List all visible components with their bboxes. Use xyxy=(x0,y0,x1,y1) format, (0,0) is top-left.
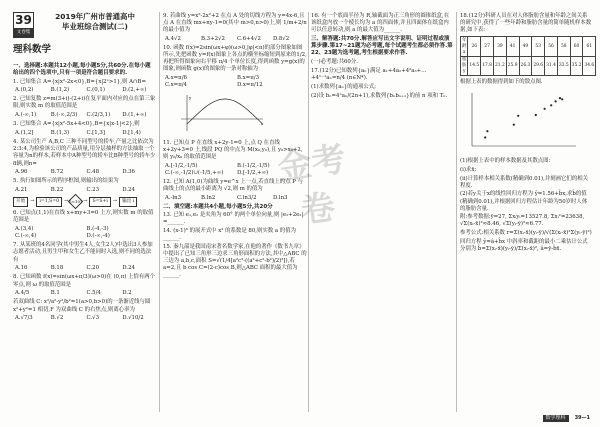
graph-curve xyxy=(187,99,264,127)
graph-y-label: y xyxy=(189,95,192,101)
option: D.(2,+∞) xyxy=(122,87,147,94)
option: D.(-∞,-4) xyxy=(86,233,110,240)
flow-box: 开始 xyxy=(13,197,28,207)
page-footer xyxy=(543,415,590,422)
scatter-point xyxy=(486,130,488,132)
option: A.(3,4) xyxy=(15,226,34,233)
option: A.96 xyxy=(15,169,28,176)
table-row xyxy=(461,56,596,75)
question-options xyxy=(13,87,156,94)
flow-box: i=1,S=0 xyxy=(36,197,62,207)
fill-question: 13. 已知 e₁,e₂ 是夹角为 60° 的两个单位向量,则 |e₁+2e₂| =______. xyxy=(163,212,304,226)
column-4 xyxy=(460,13,595,255)
table-cell: 26 xyxy=(468,37,481,56)
table-cell: 21.2 xyxy=(493,56,506,75)
data-table xyxy=(460,36,596,76)
subject-title: 理科数学 xyxy=(13,44,52,55)
table-cell: 34.6 xyxy=(583,56,596,75)
exam-title-line2: 毕业班综合测试(二) xyxy=(62,22,128,31)
question-options xyxy=(13,290,156,297)
option: C.[1,3] xyxy=(86,130,105,137)
question-options xyxy=(13,130,156,137)
question-text: 9. 若曲线 y=x²-2x²+2 在点 A 处的切线方程为 y=4x-6,且点 A 在直线 mx+ny-1=0(其中 m>0,n>0)上,则 1/m+2/n 的最小值为 xyxy=(163,13,307,34)
option: D.24 xyxy=(122,265,135,272)
table-cell: 56 xyxy=(545,37,558,56)
option: B.(1,3) xyxy=(50,130,70,137)
table-cell: 53 xyxy=(532,37,545,56)
option: C.(0,1) xyxy=(86,87,105,94)
option: B.(-∞,2/3) xyxy=(50,112,78,119)
option: C.48 xyxy=(86,169,100,176)
question-text: 7. 从某班的4名同学(其中男生4人,女生2人)中选出3人参加志愿者活动,且男生甲和女生乙不能同时入选,则不同的选法有 xyxy=(13,242,153,263)
table-row xyxy=(461,37,596,56)
option: D.x=π/12 xyxy=(237,82,263,89)
flow-arrow: → xyxy=(112,198,118,205)
section-1-heading: 一、选择题:本题共12小题,每小题5分,共60分.在每小题给出的四个选项中,只有一项是符合题目要求的. xyxy=(13,63,151,77)
option: A.(1,2] xyxy=(15,130,34,137)
table-cell: 29.6 xyxy=(532,56,545,75)
exam-title-line1: 2019年广州市普通高中 xyxy=(55,12,135,21)
option: D.[1,4) xyxy=(122,130,141,137)
table-cell: 58 xyxy=(557,37,570,56)
flowchart xyxy=(13,196,156,207)
option: A.-ln3 xyxy=(165,194,182,201)
q18-part: (1)根据上表中的样本数据及其散点图: xyxy=(460,158,551,165)
fill-question: 15. 秦九韶是我国南宋著名数学家,在他的著作《数书九章》中提出了已知三角形三边求三角形面积的方法,其中△ABC 的三边为 a,b,c,面积 S=√(1/4[a²c²-((a²+c²-b²)/2)²]),若 a=2,且 b cos C=(2-c)cos B,则△ABC 面积的最大值为______. xyxy=(163,243,307,279)
scatter-point xyxy=(517,115,519,117)
q18-part: 回归方程 ŷ=â+b̂x 中斜率和截距的最小二乘估计公式分别为 b̂=Σ(xᵢ-x̄)(yᵢ-ȳ)/Σ(xᵢ-x̄)², â=ȳ-b̂x̄. xyxy=(460,238,588,253)
sine-graph xyxy=(177,93,267,133)
option: A.(0,2) xyxy=(15,87,34,94)
question-options xyxy=(13,315,156,322)
question-text: 11. 已知点 P 在直线 x+2y-1=0 上,点 Q 在直线 x+2y+3=0 上,线段 PQ 的中点为 M(x₀,y₀),且 y₀>x₀+2,则 y₀/x₀ 的取值范围是 xyxy=(163,139,303,160)
table-cell: 39 xyxy=(493,37,506,56)
option: C.23 xyxy=(86,187,100,194)
question-text: 17.(12分)已知数列{aₙ}满足 a₁+4a₂+4²a₃+…+4ⁿ⁻¹aₙ=n/4 (n∈N*). xyxy=(311,68,427,82)
question-text: (一)必考题:共60分. xyxy=(311,59,358,66)
table-cell: 61 xyxy=(583,37,596,56)
option: A.4/5 xyxy=(15,290,30,297)
column-1-body xyxy=(13,62,156,324)
option: D.ln3 xyxy=(273,194,288,201)
column-3 xyxy=(311,13,453,101)
paper-number-badge xyxy=(13,12,34,38)
exam-title xyxy=(40,12,150,32)
table-cell: 年龄x xyxy=(462,37,467,55)
table-cell: 27 xyxy=(481,37,494,56)
option: B.1 xyxy=(50,290,60,297)
option: C.5/4 xyxy=(86,290,101,297)
table-cell: 17.8 xyxy=(481,56,494,75)
q18-part: (i)求x̄; xyxy=(460,166,477,173)
watermark: 金考卷 xyxy=(275,139,349,232)
flow-decision xyxy=(68,194,84,210)
scatter-point xyxy=(484,136,486,138)
option: D.8√2 xyxy=(273,35,290,42)
q18-part: (2)若y关于x的线性回归方程为 ŷ=1.56+b̂x,求b̂的值(精确到0.01),并根据回归方程估计年龄为50岁时人体的脂肪含量. xyxy=(460,191,588,212)
table-cell: 26.3 xyxy=(519,56,532,75)
option: B.72 xyxy=(50,169,64,176)
q18-part: (ii)计算样本相关系数(精确到0.01),并刻画它们的相关程度. xyxy=(460,175,588,189)
flow-arrow: → xyxy=(83,198,88,205)
table-cell: 49 xyxy=(519,37,532,56)
option: B.(1,2) xyxy=(50,87,70,94)
question-options xyxy=(13,169,156,176)
table-cell: 31.4 xyxy=(545,56,558,75)
question-text: 6. 已知点(1,1)在直线 x+my+3=0 上方,则实数 m 的取值范围是 xyxy=(13,210,154,224)
footer-subject: 数学理科 xyxy=(543,415,569,422)
badge-tag: 文卷集 xyxy=(14,28,33,37)
option: D.(1,+∞) xyxy=(122,112,147,119)
q18-part: 参考公式:相关系数 r=Σ(xᵢ-x̄)(yᵢ-ȳ)/√(Σ(xᵢ-x̄)²Σ(yᵢ-ȳ)²) xyxy=(460,230,592,237)
table-cell: 33.5 xyxy=(557,56,570,75)
option: A.√7/3 xyxy=(15,315,33,322)
scatter-point xyxy=(550,104,552,106)
q18-part: 附:参考数据:ȳ=27, Σxᵢyᵢ=13527.8, Σxᵢ²=23638, √Σ(xᵢ-x̄)²≈8.46, √Σ(yᵢ-ȳ)²≈6.77. xyxy=(460,214,585,228)
option: B.ln2 xyxy=(201,194,216,201)
option: C.6+4√2 xyxy=(237,35,261,42)
fill-question: 14. (x-1)⁶ 的展开式中 x² 的系数是 80,则实数 a 的值为______. xyxy=(163,227,296,241)
option: A.4√2 xyxy=(165,35,181,42)
q18-intro: 18.(12分)科研人员在对人体脂肪含量和年龄之间关系的研究中,获得了一些年龄和脂肪含量的简单随机样本数据,如下表: xyxy=(460,13,592,34)
option: D.2 xyxy=(122,290,132,297)
flow-decision-label: S<10? xyxy=(69,199,83,205)
option: A.(-∞,1) xyxy=(15,112,37,119)
section-2-heading: 二、填空题:本题共4小题,每小题5分,共20分 xyxy=(163,203,273,210)
scatter-point xyxy=(513,124,515,126)
question-text: 10. 函数 f(x)=2sin(ωx+φ)(ω>0,|φ|<π)的部分图象如图所示,先把函数 y=f(x)图象上各点的横坐标缩短到原来的1/2,再把所得图象向右平移 π/4 个单位长度,得到函数 y=g(x)的图象,则函数 g(x)的图象的一条对称轴为 xyxy=(163,45,307,73)
question-text: 三、解答题:共70分.解答应写出文字说明、证明过程或演算步骤.第17~21题为必考题,每个试题考生都必须作答.第22、23题为选考题,考生根据要求作答. xyxy=(311,35,453,57)
question-options xyxy=(13,226,156,240)
question-text: 12. 已知 A(1,0)为曲线 y=e^x 上一点,若直线上的点 P 与曲线上的点的最小距离为 √2,则 m 的值为 xyxy=(163,178,304,192)
scatter-points xyxy=(484,97,563,139)
table-cell: 60 xyxy=(570,37,583,56)
option: A.21 xyxy=(15,187,28,194)
question-text: 16. 有一个底面半径为 R,轴截面为正三角形的圆锥纸盒,在该纸盒内放一个棱长均为 a 的四面体,并且四面体在纸盒内可以任意转动,则 a 的最大值为______. xyxy=(311,13,450,34)
question-text: 若双曲线 C: x²/a²-y²/b²=1(a>0,b>0)的一条渐近线与圆 x²+y²=1 相切,F 为双曲线 C 的右焦点,则离心率为 xyxy=(13,299,151,313)
option: C.(2/3,1) xyxy=(86,112,111,119)
column-divider xyxy=(159,12,160,412)
option: C.ln3/2 xyxy=(237,194,257,201)
scatter-caption: 根据上表的数据得到如下的散点图. xyxy=(460,79,543,86)
question-text: 4. 某公司生产 A,B,C 三种不同型号的轿车,产量之比依次为2:3:4,为检验该公司的产品质量,用分层抽样的方法抽取一个容量为n的样本,若样本中A种型号的轿车比B种型号的轿车少8辆,则n= xyxy=(13,139,156,167)
graph-x-label: x xyxy=(261,121,264,127)
option: D.[-1/2,+∞) xyxy=(237,169,269,176)
flow-arrow: → xyxy=(64,198,69,205)
question-options xyxy=(13,187,156,194)
question-text: 3. 已知集合 A={x|x²-5x+4<0},B={x|x-1|<2},则 xyxy=(13,121,140,128)
table-cell: 41 xyxy=(506,37,519,56)
table-cell: 14.5 xyxy=(468,56,481,75)
option: B.x=π/3 xyxy=(237,75,260,82)
scatter-point xyxy=(555,100,557,102)
option: A.16 xyxy=(15,265,28,272)
flow-box: 输出 i xyxy=(119,197,137,207)
option: C.√3 xyxy=(86,315,100,322)
flow-arrow: → xyxy=(30,198,35,205)
option: B.18 xyxy=(50,265,64,272)
question-text: 2. 已知复数 z=m(3+i)-(2+i)在复平面内对应的点在第三象限,则实数 m 的取值范围是 xyxy=(13,96,156,110)
option: B.3+2√2 xyxy=(201,35,225,42)
question-options xyxy=(163,36,307,43)
option: B.√2 xyxy=(50,315,64,322)
question-text: 5. 执行如图所示的程序框图,则输出的结果为 xyxy=(13,178,119,185)
option: B.(-4,-3) xyxy=(86,226,109,233)
question-options xyxy=(163,75,307,89)
table-cell: 35.2 xyxy=(570,56,583,75)
q18-parts xyxy=(460,158,592,253)
option: D.24 xyxy=(122,187,135,194)
option: A.x=π/6 xyxy=(165,75,187,82)
scatter-point xyxy=(535,114,537,116)
question-options xyxy=(13,112,156,119)
option: C.(-∞,4) xyxy=(15,233,37,240)
option: D.36 xyxy=(122,169,135,176)
table-cell: 25.9 xyxy=(506,56,519,75)
question-options xyxy=(13,265,156,272)
option: C.(-∞,-1/2)∪(-1/5,+∞) xyxy=(165,169,224,176)
question-text: 1. 已知集合 A={x|x²-2x<0},B={x|2ˣ>1},则 A∩B= xyxy=(13,78,146,85)
option: D.√10/2 xyxy=(122,315,144,322)
badge-number: 39 xyxy=(15,13,32,27)
option: A.[-1/2,-1/5) xyxy=(165,162,198,169)
scatter-point xyxy=(561,98,563,100)
scatter-plot xyxy=(460,90,580,152)
option: C.20 xyxy=(86,265,100,272)
scatter-point xyxy=(544,108,546,110)
scatter-point xyxy=(559,97,561,99)
option: B.22 xyxy=(50,187,64,194)
column-divider xyxy=(456,12,457,412)
footer-page-number: 39—1 xyxy=(574,415,590,422)
flow-box: S=S+i xyxy=(89,197,110,207)
question-text: (1)求数列{aₙ}的通项公式; xyxy=(311,83,376,90)
question-text: 8. 已知函数 f(x)=sin(ωx+π/3)(ω>0)在 (0,π) 上恰有两个零点,则 ω 的取值范围是 xyxy=(13,274,156,288)
option: C.x=π/4 xyxy=(165,82,187,89)
option: B.(-1/2,-1/5) xyxy=(237,162,270,169)
question-text: (2)设 bₙ=4ⁿaₙ/(2n+1),求数列{bₙbₙ₊₁}的前 n 项和 Tₙ. xyxy=(311,92,448,99)
table-cell: 脂肪y xyxy=(462,57,467,74)
